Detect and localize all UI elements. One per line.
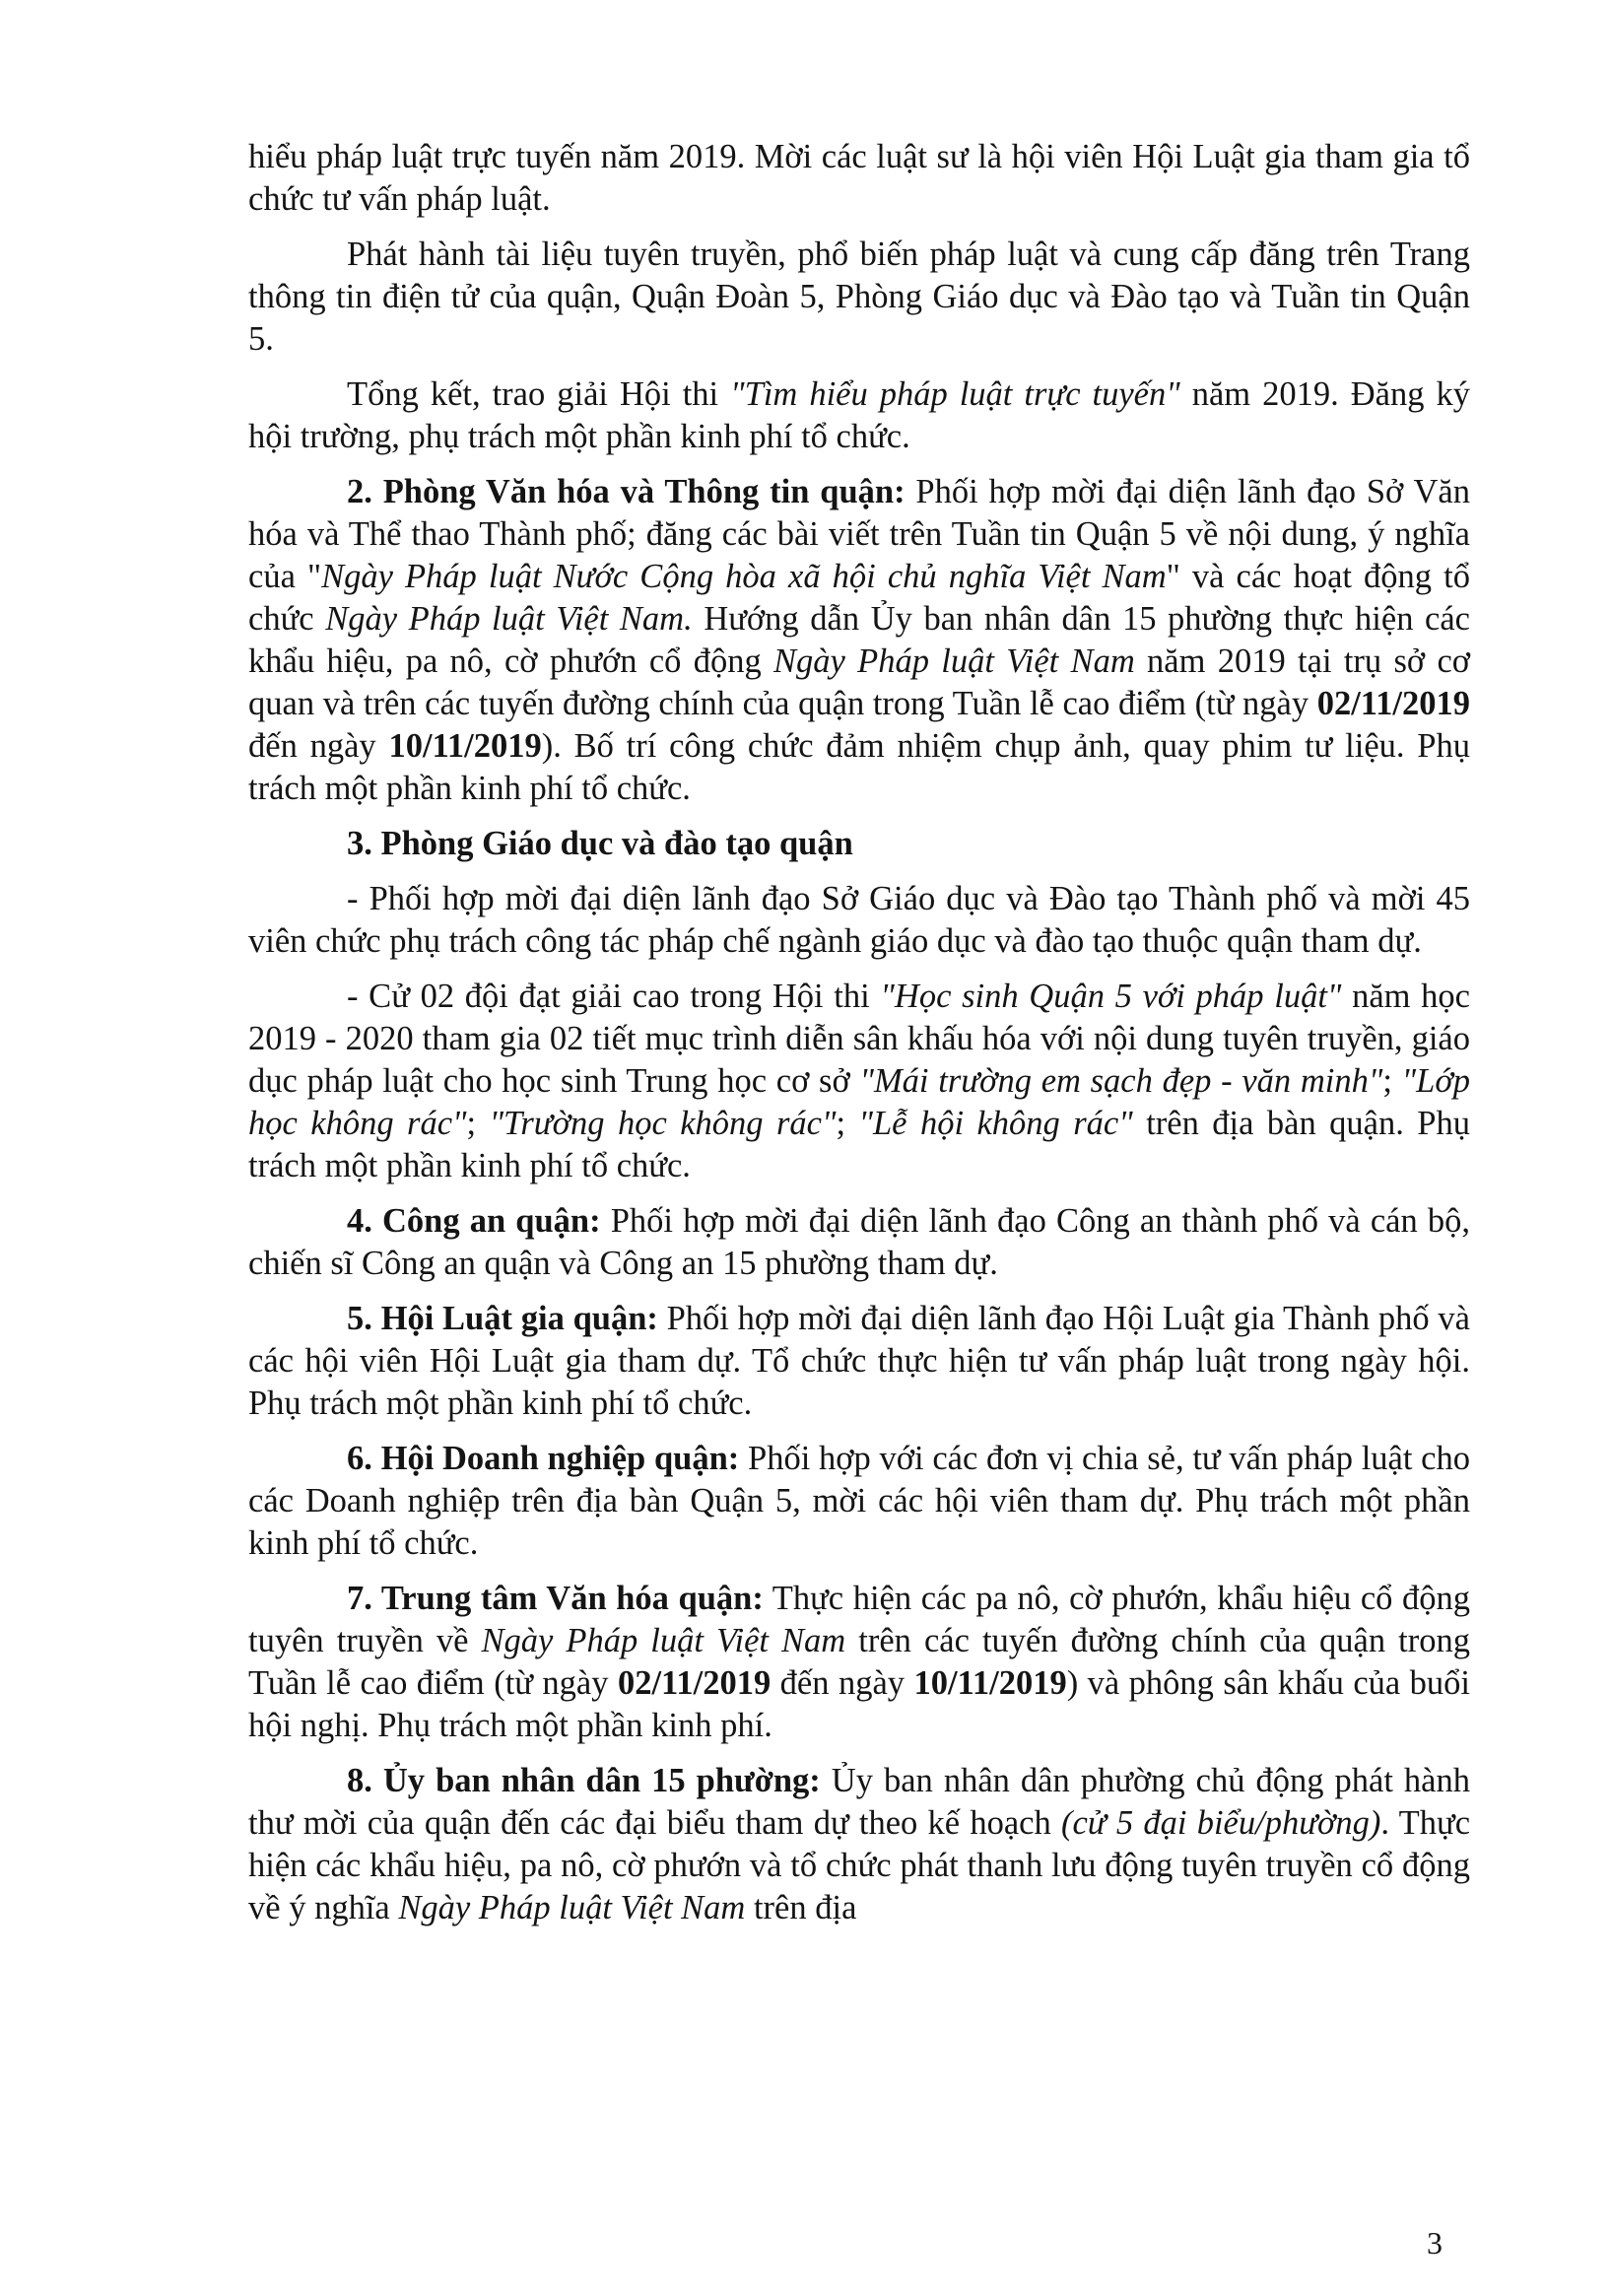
paragraph-text: đến ngày [248, 727, 389, 765]
section-culture-information [248, 471, 1470, 810]
paragraph-text: ; [1382, 1062, 1402, 1100]
paragraph-text: hiểu pháp luật trực tuyến năm 2019. Mời các luật sư là hội viên Hội Luật gia tham gia tổ chức tư vấn pháp luật. [248, 138, 1470, 218]
section-heading: 3. Phòng Giáo dục và đào tạo quận [347, 825, 853, 862]
paragraph-text: Phối hợp mời đại diện lãnh đạo Sở Văn hóa và Thể thao Thành phố; đăng các bài viết trên Tuần tin Quận 5 về nội dung, ý nghĩa của " [248, 473, 1470, 595]
section-heading: 6. Hội Doanh nghiệp quận: [347, 1440, 740, 1477]
paragraph-education-invite [248, 878, 1470, 963]
emphasis-text: Ngày Pháp luật Việt Nam [481, 1622, 846, 1659]
date-start: 02/11/2019 [1316, 685, 1470, 722]
page-number: 3 [1427, 2225, 1443, 2261]
document-body [248, 136, 1470, 1942]
paragraph-text: - Cử 02 đội đạt giải cao trong Hội thi [347, 978, 881, 1015]
section-heading-education [248, 823, 1470, 865]
emphasis-text: (cử 5 đại biểu/phường) [1061, 1804, 1381, 1842]
emphasis-text: Ngày Pháp luật Việt Nam [773, 642, 1135, 680]
section-police [248, 1200, 1470, 1285]
section-ward-committees [248, 1760, 1470, 1929]
paragraph-summary-awards [248, 373, 1470, 458]
paragraph-text: Ủy ban nhân dân phường chủ động phát hành thư mời của quận đến các đại biểu tham dự theo kế hoạch [248, 1762, 1470, 1842]
section-business-association [248, 1438, 1470, 1565]
paragraph-text: trên địa [745, 1889, 857, 1926]
section-lawyers-association [248, 1298, 1470, 1425]
section-heading: 8. Ủy ban nhân dân 15 phường: [347, 1762, 821, 1799]
paragraph-text: trên các tuyến đường chính của quận trong Tuần lễ cao điểm (từ ngày [248, 1622, 1470, 1702]
paragraph-text: . Thực hiện các khẩu hiệu, pa nô, cờ phướn và tổ chức phát thanh lưu động tuyên truyền cổ động về ý nghĩa [248, 1804, 1471, 1926]
paragraph-text: Hướng dẫn Ủy ban nhân dân 15 phường thực hiện các khẩu hiệu, pa nô, cờ phướn cổ động [248, 600, 1470, 680]
paragraph-text: năm 2019. Đăng ký hội trường, phụ trách một phần kinh phí tổ chức. [248, 375, 1470, 455]
paragraph-text: ; [466, 1105, 490, 1142]
emphasis-text: Ngày Pháp luật Việt Nam [398, 1889, 746, 1926]
section-heading: 7. Trung tâm Văn hóa quận: [347, 1580, 764, 1617]
emphasis-text: Ngày Pháp luật Việt Nam. [325, 600, 693, 638]
emphasis-text: "Lễ hội không rác" [858, 1105, 1133, 1142]
emphasis-text: "Học sinh Quận 5 với pháp luật" [880, 978, 1342, 1015]
emphasis-text: "Trường học không rác" [489, 1105, 837, 1142]
paragraph-text: Tổng kết, trao giải Hội thi [347, 375, 731, 413]
paragraph-text: ). Bố trí công chức đảm nhiệm chụp ảnh, quay phim tư liệu. Phụ trách một phần kinh phí tổ chức. [248, 727, 1470, 807]
paragraph-text: đến ngày [771, 1664, 914, 1702]
paragraph-text: Phát hành tài liệu tuyên truyền, phổ biến pháp luật và cung cấp đăng trên Trang thông tin điện tử của quận, Quận Đoàn 5, Phòng Giáo dục và Đào tạo và Tuần tin Quận 5. [248, 236, 1470, 358]
section-heading: 5. Hội Luật gia quận: [347, 1300, 658, 1337]
section-heading: 2. Phòng Văn hóa và Thông tin quận: [347, 473, 906, 510]
paragraph-continuation [248, 136, 1470, 221]
paragraph-text: Thực hiện các pa nô, cờ phướn, khẩu hiệu cổ động tuyên truyền về [248, 1580, 1470, 1659]
date-end: 10/11/2019 [388, 727, 542, 765]
paragraph-publish-materials [248, 234, 1470, 361]
paragraph-education-teams [248, 976, 1470, 1187]
paragraph-text: Phối hợp mời đại diện lãnh đạo Hội Luật gia Thành phố và các hội viên Hội Luật gia tham dự. Tổ chức thực hiện tư vấn pháp luật trong ngày hội. Phụ trách một phần kinh phí tổ chức. [248, 1300, 1470, 1422]
section-culture-center [248, 1578, 1470, 1747]
paragraph-text: Phối hợp với các đơn vị chia sẻ, tư vấn pháp luật cho các Doanh nghiệp trên địa bàn Quận 5, mời các hội viên tham dự. Phụ trách một phần kinh phí tổ chức. [248, 1440, 1470, 1562]
paragraph-text: ) và phông sân khấu của buổi hội nghị. Phụ trách một phần kinh phí. [248, 1664, 1470, 1744]
paragraph-text: năm học 2019 - 2020 tham gia 02 tiết mục trình diễn sân khấu hóa với nội dung tuyên truyền, giáo dục pháp luật cho học sinh Trung học cơ sở [248, 978, 1470, 1100]
paragraph-text: Phối hợp mời đại diện lãnh đạo Công an thành phố và cán bộ, chiến sĩ Công an quận và Công an 15 phường tham dự. [248, 1202, 1470, 1282]
emphasis-text: "Mái trường em sạch đẹp - văn minh" [859, 1062, 1383, 1100]
paragraph-text: trên địa bàn quận. Phụ trách một phần kinh phí tổ chức. [248, 1105, 1470, 1184]
paragraph-text: " và các hoạt động tổ chức [248, 558, 1470, 638]
emphasis-text: "Lớp học không rác" [248, 1062, 1471, 1142]
paragraph-text: - Phối hợp mời đại diện lãnh đạo Sở Giáo dục và Đào tạo Thành phố và mời 45 viên chức phụ trách công tác pháp chế ngành giáo dục và đào tạo thuộc quận tham dự. [248, 880, 1470, 960]
emphasis-text: Ngày Pháp luật Nước Cộng hòa xã hội chủ nghĩa Việt Nam [321, 558, 1167, 595]
date-start: 02/11/2019 [617, 1664, 772, 1702]
section-heading: 4. Công an quận: [347, 1202, 601, 1240]
paragraph-text: năm 2019 tại trụ sở cơ quan và trên các tuyến đường chính của quận trong Tuần lễ cao điểm (từ ngày [248, 642, 1471, 722]
paragraph-text: ; [836, 1105, 859, 1142]
date-end: 10/11/2019 [913, 1664, 1067, 1702]
contest-name: "Tìm hiểu pháp luật trực tuyến" [730, 375, 1180, 413]
